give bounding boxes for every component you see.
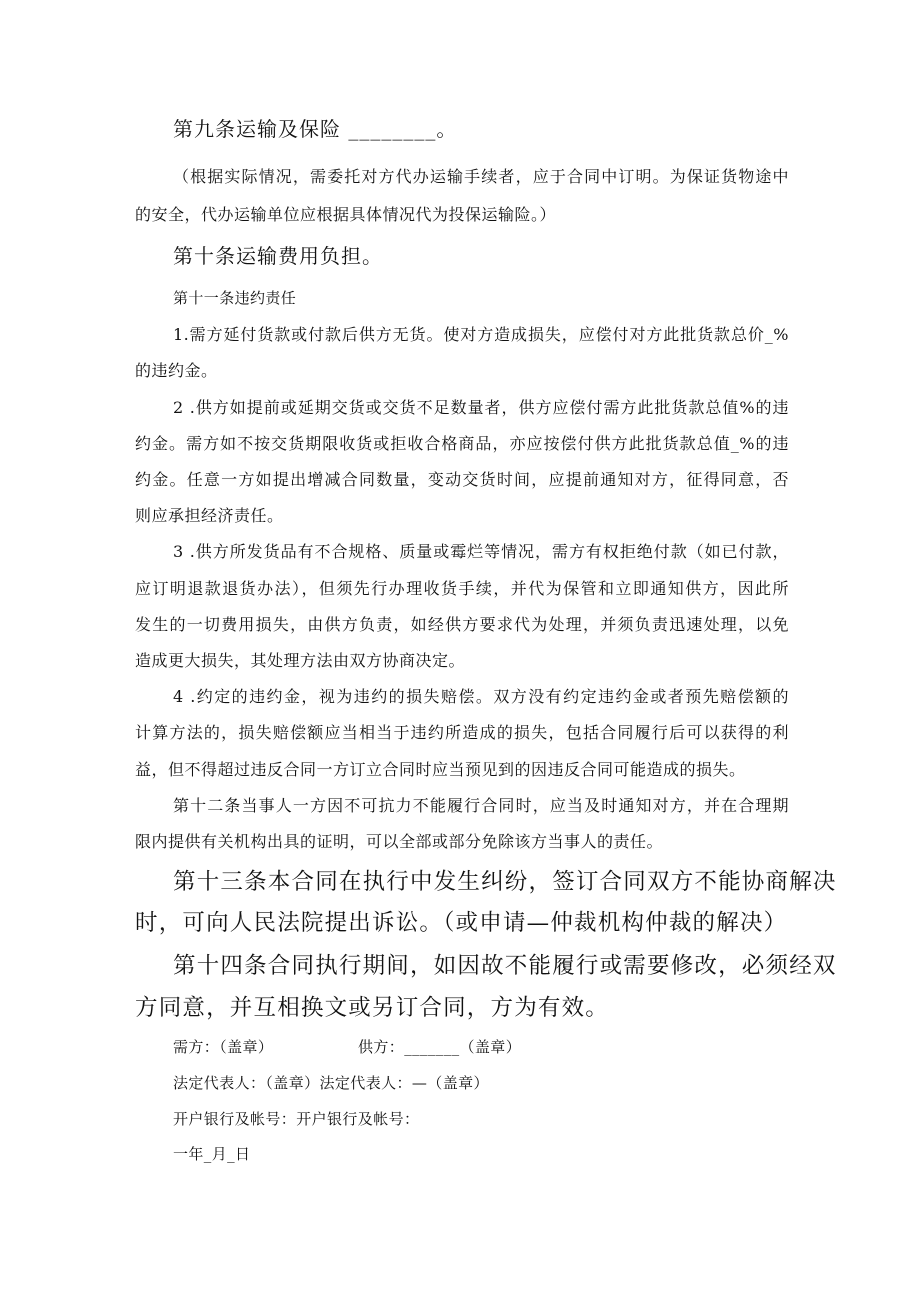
- article-14-line-2: 方同意，并互相换文或另订合同，方为有效。: [135, 995, 610, 1021]
- seller-signature: 供方：_______（盖章）: [358, 1038, 522, 1056]
- article-9-note-line-1: （根据实际情况，需委托对方代办运输手续者，应于合同中订明。为保证货物途中: [173, 167, 789, 186]
- article-11-item-4-line-3: 益，但不得超过违反合同一方订立合同时应当预见到的因违反合同可能造成的损失。: [135, 760, 746, 779]
- article-9-note-line-2: 的安全，代办运输单位应根据具体情况代为投保运输险。）: [135, 205, 557, 224]
- article-11-title: 第十一条违约责任: [173, 289, 297, 307]
- article-11-item-3-line-1: 3 .供方所发货品有不合规格、质量或霉烂等情况，需方有权拒绝付款（如已付款，: [173, 542, 789, 561]
- buyer-signature: 需方：（盖章）: [173, 1038, 274, 1056]
- article-11-item-3-line-3: 发生的一切费用损失，由供方负责，如经供方要求代为处理，并须负责迅速处理，以免: [135, 615, 789, 634]
- article-11-item-1-line-2: 的违约金。: [135, 361, 218, 380]
- article-11-item-4-line-1: 4 .约定的违约金，视为违约的损失赔偿。双方没有约定违约金或者预先赔偿额的: [173, 687, 789, 706]
- article-11-item-2-line-1: 2 .供方如提前或延期交货或交货不足数量者，供方应偿付需方此批货款总值%的违: [173, 398, 789, 417]
- article-11-item-4-line-2: 计算方法的，损失赔偿额应当相当于违约所造成的损失，包括合同履行后可以获得的利: [135, 723, 789, 742]
- article-11-item-3-line-2: 应订明退款退货办法），但须先行办理收货手续，并代为保管和立即通知供方，因此所: [135, 579, 789, 598]
- article-11-item-2-line-4: 则应承担经济责任。: [135, 506, 284, 525]
- article-11-item-3-line-4: 造成更大损失，其处理方法由双方协商决定。: [135, 651, 466, 670]
- article-13-line-2: 时，可向人民法院提出诉讼。（或申请—仲裁机构仲裁的解决）: [135, 910, 788, 936]
- legal-representatives: 法定代表人：（盖章）法定代表人：—（盖章）: [173, 1074, 489, 1092]
- article-14-line-1: 第十四条合同执行期间，如因故不能履行或需要修改，必须经双: [173, 953, 837, 979]
- article-11-item-1-line-1: 1.需方延付货款或付款后供方无货。使对方造成损失，应偿付对方此批货款总价_%: [173, 325, 789, 344]
- article-11-item-2-line-2: 约金。需方如不按交货期限收货或拒收合格商品，亦应按偿付供方此批货款总值_%的违: [135, 434, 789, 453]
- article-12-line-1: 第十二条当事人一方因不可抗力不能履行合同时，应当及时通知对方，并在合理期: [173, 796, 789, 815]
- article-13-line-1: 第十三条本合同在执行中发生纠纷，签订合同双方不能协商解决: [173, 869, 837, 895]
- article-11-item-2-line-3: 约金。任意一方如提出增减合同数量，变动交货时间，应提前通知对方，征得同意，否: [135, 470, 789, 489]
- article-10-title: 第十条运输费用负担。: [173, 244, 383, 268]
- article-9-title: 第九条运输及保险 ________。: [173, 117, 458, 141]
- article-12-line-2: 限内提供有关机构出具的证明，可以全部或部分免除该方当事人的责任。: [135, 832, 664, 851]
- signing-date: 一年_月_日: [173, 1145, 251, 1163]
- bank-accounts: 开户银行及帐号：开户银行及帐号：: [173, 1110, 420, 1128]
